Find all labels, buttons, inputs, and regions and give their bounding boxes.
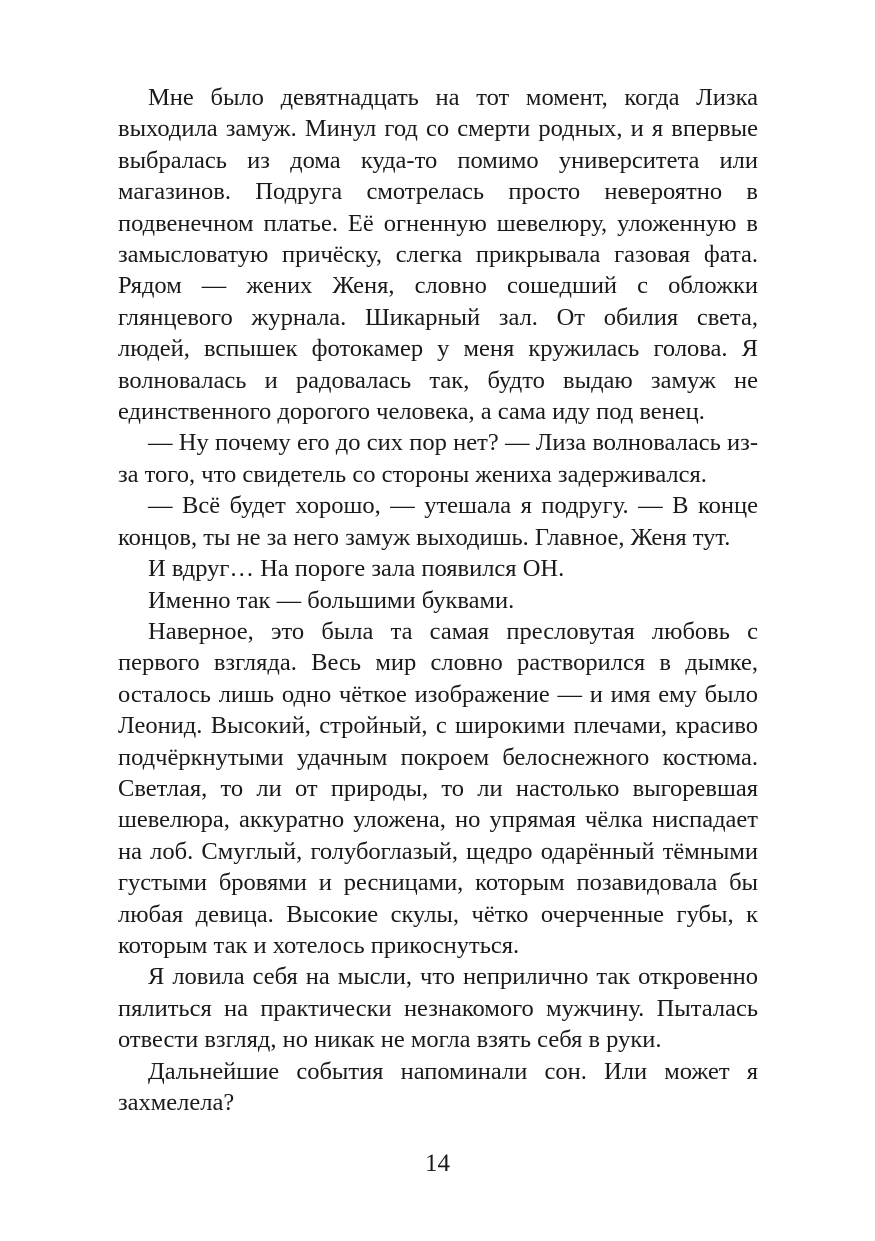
paragraph: — Всё будет хорошо, — утешала я подругу. — В конце концов, ты не за него замуж выходишь. Главное, Женя тут.	[118, 492, 758, 551]
paragraph: И вдруг… На пороге зала появился ОН.	[148, 555, 565, 583]
paragraph: Именно так — большими буквами.	[148, 586, 515, 614]
page-number: 14	[425, 1150, 450, 1177]
book-page-text	[118, 82, 758, 1118]
paragraph: — Ну почему его до сих пор нет? — Лиза волновалась из-за того, что свидетель со стороны жениха задерживался.	[118, 429, 758, 488]
paragraph: Дальнейшие события напоминали сон. Или может я захмелела?	[118, 1057, 758, 1116]
paragraph: Я ловила себя на мысли, что неприлично так откровенно пялиться на практически незнакомого мужчину. Пыталась отвести взгляд, но никак не могла взять себя в руки.	[118, 963, 758, 1054]
paragraph: Мне было девятнадцать на тот момент, когда Лизка выходила замуж. Минул год со смерти родных, и я впервые выбралась из дома куда-то помимо университета или магазинов. Подруга смотрелась просто невероятно в подвенечном платье. Её огненную шевелюру, уложенную в замысловатую причёску, слегка прикрывала газовая фата. Рядом — жених Женя, словно сошедший с обложки глянцевого журнала. Шикарный зал. От обилия света, людей, вспышек фотокамер у меня кружилась голова. Я волновалась и радовалась так, будто выдаю замуж не единственного дорогого человека, а сама иду под венец.	[118, 84, 758, 426]
paragraph: Наверное, это была та самая пресловутая любовь с первого взгляда. Весь мир словно растворился в дымке, осталось лишь одно чёткое изображение — и имя ему было Леонид. Высокий, стройный, с широкими плечами, красиво подчёркнутыми удачным покроем белоснежного костюма. Светлая, то ли от природы, то ли настолько выгоревшая шевелюра, аккуратно уложена, но упрямая чёлка ниспадает на лоб. Смуглый, голубоглазый, щедро одарённый тёмными густыми бровями и ресницами, которым позавидовала бы любая девица. Высокие скулы, чётко очерченные губы, к которым так и хотелось прикоснуться.	[118, 617, 758, 959]
